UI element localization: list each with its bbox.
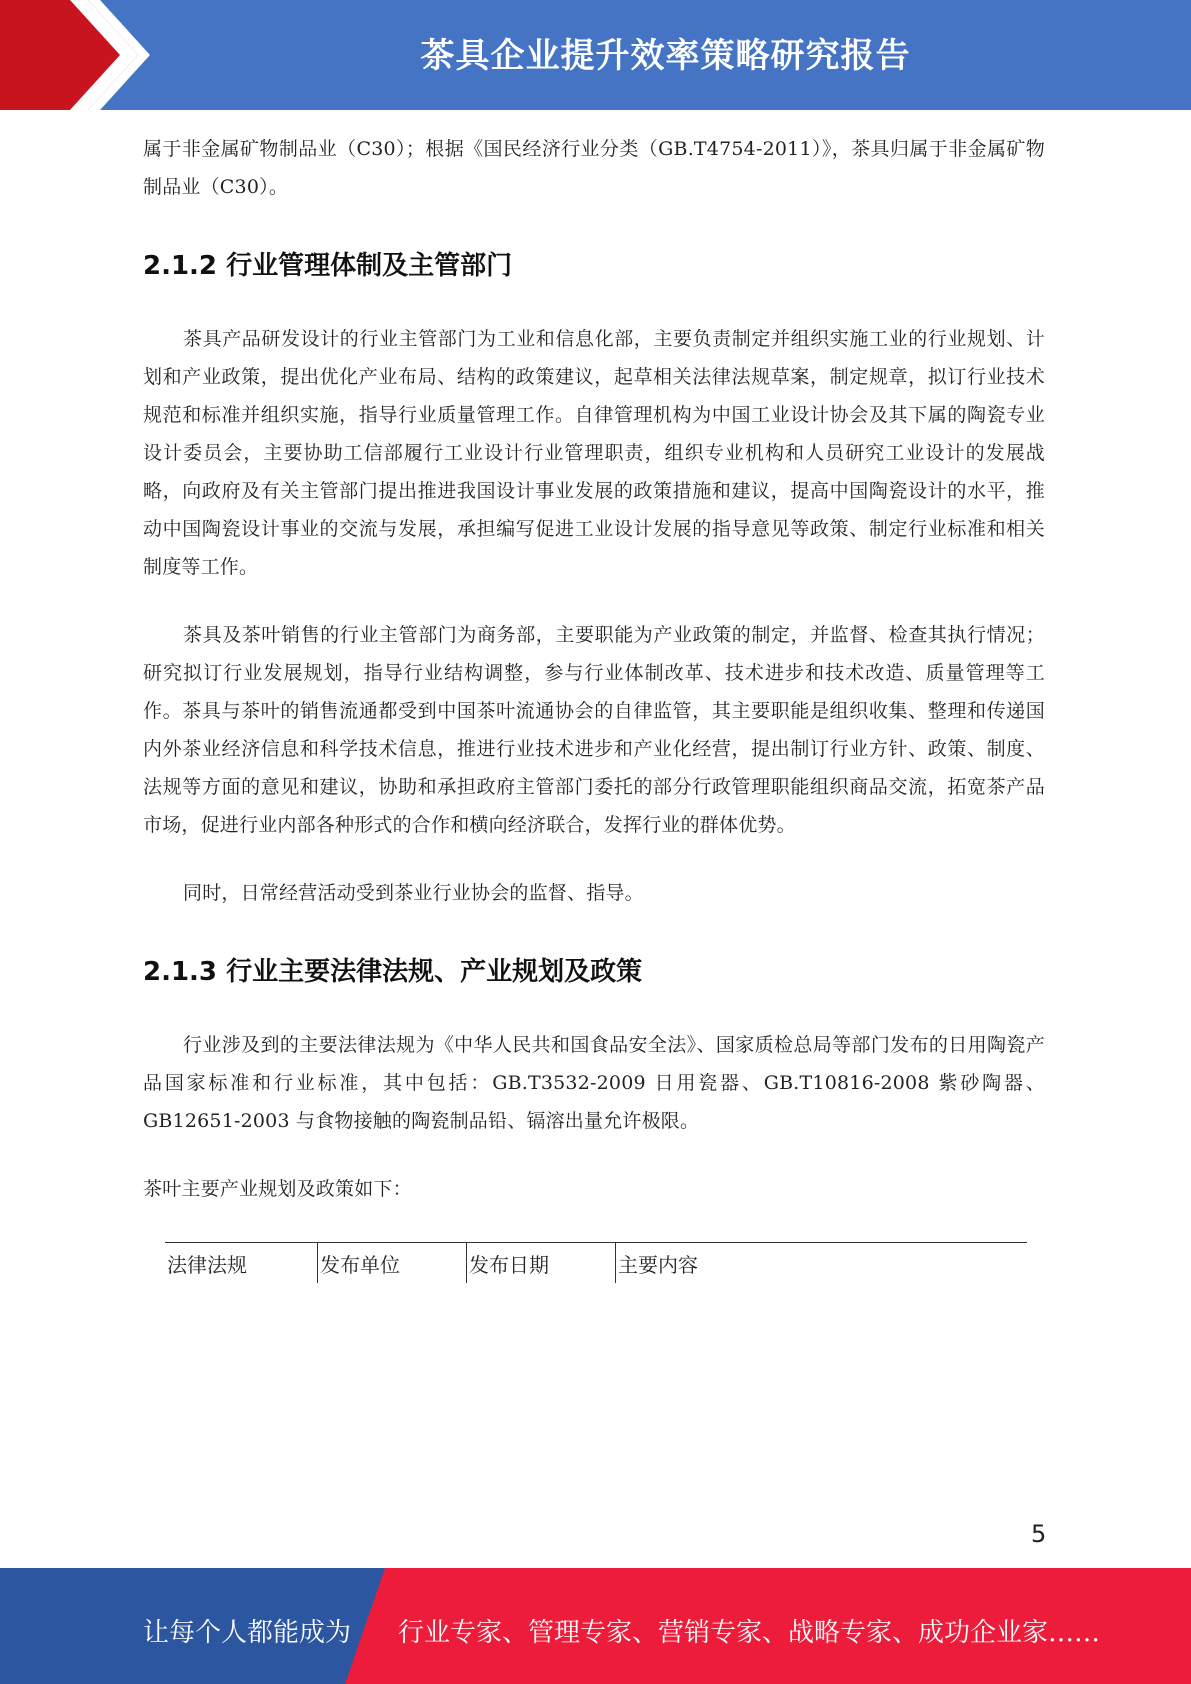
table-header-cell: 法律法规 [165,1243,318,1284]
table-header-row [165,1243,1027,1284]
section-heading-2-1-3: 2.1.3 行业主要法律法规、产业规划及政策 [143,957,643,987]
paragraph-association: 同时，日常经营活动受到茶业行业协会的监督、指导。 [183,882,644,904]
section-heading-2-1-2: 2.1.2 行业管理体制及主管部门 [143,251,513,281]
paragraph-laws: 行业涉及到的主要法律法规为《中华人民共和国食品安全法》、国家质检总局等部门发布的日用陶瓷产品国家标准和行业标准，其中包括：GB.T3532-2009 日用瓷器、GB.T10816-2008 紫砂陶器、GB12651-2003 与食物接触的陶瓷制品铅、镉溶出量允许极限。 [143,1034,1045,1132]
page-number: 5 [1031,1520,1047,1548]
footer-slogan-left: 让每个人都能成为 [143,1618,352,1648]
policy-table [165,1242,1027,1283]
table-header-cell: 主要内容 [616,1243,1028,1284]
paragraph-regulator-sales: 茶具及茶叶销售的行业主管部门为商务部，主要职能为产业政策的制定，并监督、检查其执行情况；研究拟订行业发展规划，指导行业结构调整，参与行业体制改革、技术进步和技术改造、质量管理等工作。茶具与茶叶的销售流通都受到中国茶叶流通协会的自律监管，其主要职能是组织收集、整理和传递国内外茶业经济信息和科学技术信息，推进行业技术进步和产业化经营，提出制订行业方针、政策、制度、法规等方面的意见和建议，协助和承担政府主管部门委托的部分行政管理职能组织商品交流，拓宽茶产品市场，促进行业内部各种形式的合作和横向经济联合，发挥行业的群体优势。 [143,624,1045,836]
table-header-cell: 发布单位 [318,1243,467,1284]
paragraph-regulator-design: 茶具产品研发设计的行业主管部门为工业和信息化部，主要负责制定并组织实施工业的行业规划、计划和产业政策，提出优化产业布局、结构的政策建议，起草相关法律法规草案，制定规章，拟订行业技术规范和标准并组织实施，指导行业质量管理工作。自律管理机构为中国工业设计协会及其下属的陶瓷专业设计委员会，主要协助工信部履行工业设计行业管理职责，组织专业机构和人员研究工业设计的发展战略，向政府及有关主管部门提出推进我国设计事业发展的政策措施和建议，提高中国陶瓷设计的水平，推动中国陶瓷设计事业的交流与发展，承担编写促进工业设计发展的指导意见等政策、制定行业标准和相关制度等工作。 [143,328,1045,578]
intro-paragraph: 属于非金属矿物制品业（C30）；根据《国民经济行业分类（GB.T4754-2011）》，茶具归属于非金属矿物制品业（C30）。 [143,138,1045,198]
page-content [143,130,1045,1283]
table-header-cell: 发布日期 [467,1243,616,1284]
paragraph-policy-intro: 茶叶主要产业规划及政策如下： [143,1178,412,1200]
report-title: 茶具企业提升效率策略研究报告 [420,36,911,76]
footer-slogan-right: 行业专家、管理专家、营销专家、战略专家、成功企业家…… [398,1618,1101,1648]
footer-banner [0,1568,1191,1684]
header-banner [0,0,1191,110]
